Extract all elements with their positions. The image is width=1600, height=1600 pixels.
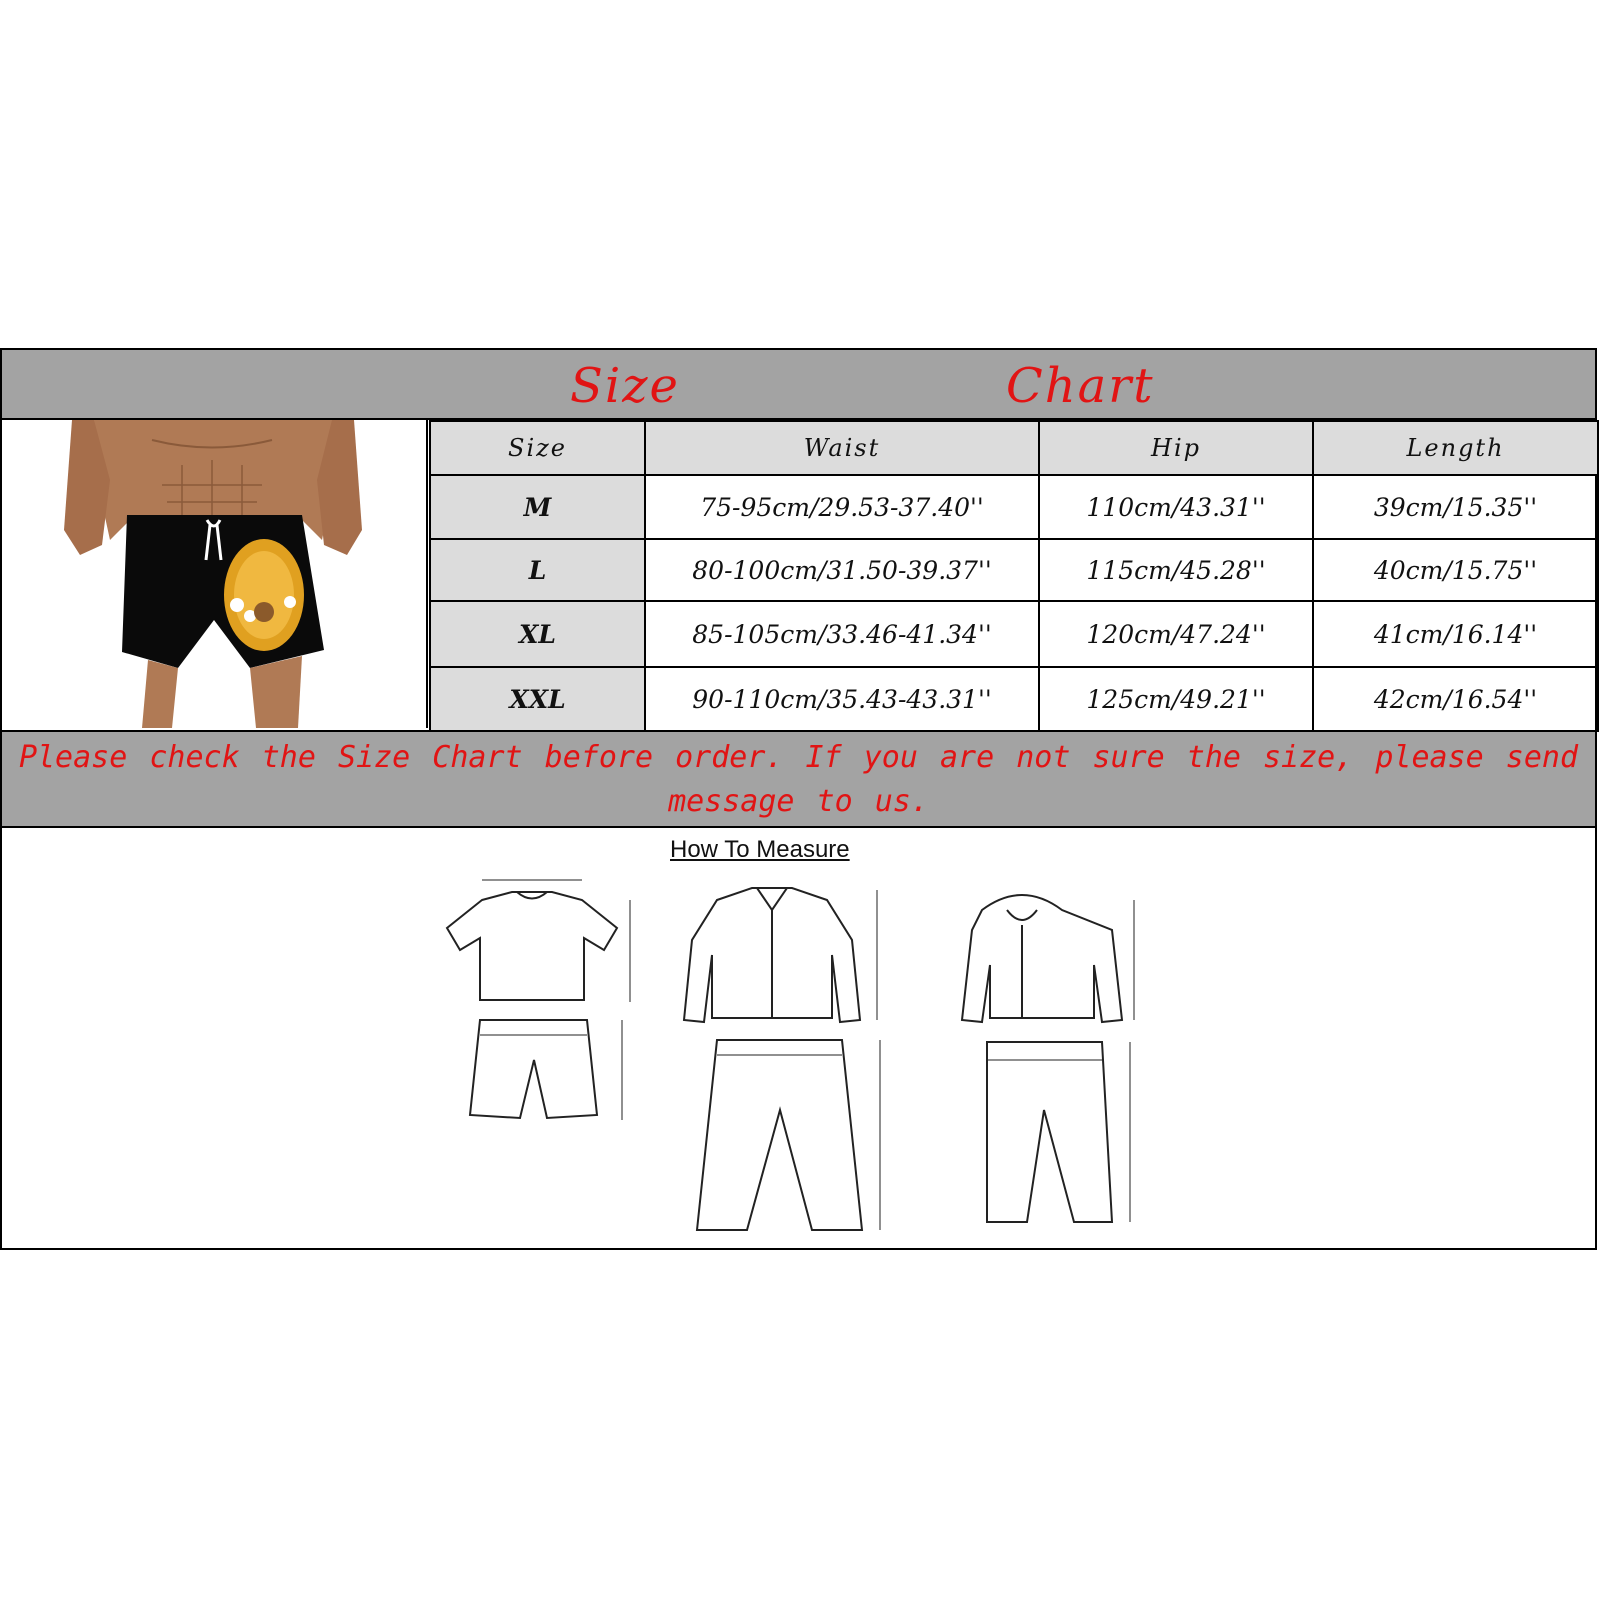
length-cell: 40cm/15.75'' — [1313, 539, 1598, 601]
hip-cell: 110cm/43.31'' — [1039, 475, 1313, 539]
header-hip: Hip — [1039, 421, 1313, 475]
hip-cell: 120cm/47.24'' — [1039, 601, 1313, 667]
table-row — [430, 539, 1598, 601]
size-chart-card — [0, 348, 1597, 1250]
length-cell: 42cm/16.54'' — [1313, 667, 1598, 731]
how-to-measure-diagram — [422, 870, 1182, 1240]
size-cell: XXL — [430, 667, 645, 731]
table-row — [430, 667, 1598, 731]
hip-cell: 115cm/45.28'' — [1039, 539, 1313, 601]
waist-cell: 85-105cm/33.46-41.34'' — [645, 601, 1039, 667]
title-size: Size — [570, 358, 680, 414]
product-photo — [2, 420, 428, 728]
waist-cell: 90-110cm/35.43-43.31'' — [645, 667, 1039, 731]
size-cell: M — [430, 475, 645, 539]
header-size: Size — [430, 421, 645, 475]
size-cell: XL — [430, 601, 645, 667]
size-cell: L — [430, 539, 645, 601]
table-row — [430, 475, 1598, 539]
header-length: Length — [1313, 421, 1598, 475]
hip-cell: 125cm/49.21'' — [1039, 667, 1313, 731]
waist-cell: 75-95cm/29.53-37.40'' — [645, 475, 1039, 539]
table-header-row — [430, 421, 1598, 475]
title-bar — [2, 350, 1595, 420]
how-to-measure-title: How To Measure — [670, 836, 850, 863]
size-table — [429, 420, 1599, 732]
title-chart: Chart — [1006, 358, 1155, 414]
size-notice: Please check the Size Chart before order. If you are not sure the size, please send message to us. — [2, 730, 1595, 828]
length-cell: 39cm/15.35'' — [1313, 475, 1598, 539]
waist-cell: 80-100cm/31.50-39.37'' — [645, 539, 1039, 601]
header-waist: Waist — [645, 421, 1039, 475]
table-row — [430, 601, 1598, 667]
swim-shorts-model-image — [2, 420, 428, 728]
length-cell: 41cm/16.14'' — [1313, 601, 1598, 667]
